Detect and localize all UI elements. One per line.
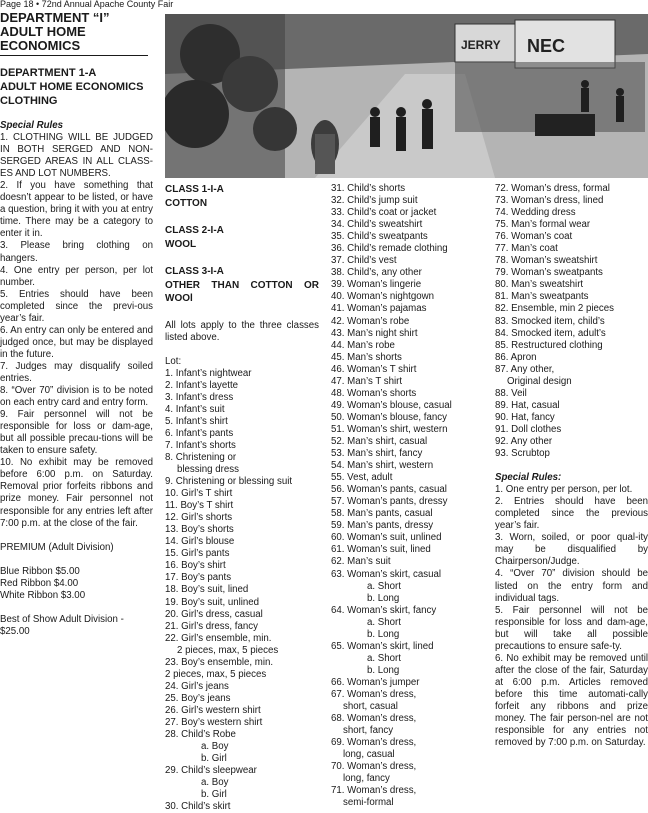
lot-item: 85. Restructured clothing (495, 339, 603, 351)
rule-item: 4. One entry per person, per lot number. (0, 264, 153, 288)
lot-item: 87. Any other, (495, 363, 555, 375)
lot-item: 19. Boy’s suit, unlined (165, 596, 260, 608)
lot-item: 16. Boy’s shirt (165, 560, 226, 572)
lot-item: 88. Veil (495, 387, 527, 399)
rule-item: 5. Fair personnel will not be responsible for loss and dam-age, but will take all possible precautions to ensure safe-ty. (495, 604, 648, 652)
lot-item: 60. Woman’s suit, unlined (331, 532, 442, 544)
special-rules-heading: Special Rules (0, 120, 63, 131)
premium-heading: PREMIUM (Adult Division) (0, 541, 114, 553)
lot-item: 91. Doll clothes (495, 423, 562, 435)
column-lots-31-71 (331, 183, 479, 809)
lot-item: 58. Man’s pants, casual (331, 508, 433, 520)
lot-label: Lot: (165, 355, 182, 367)
lot-item-cont: semi-formal (343, 797, 394, 809)
lot-item: 46. Woman’s T shirt (331, 363, 417, 375)
lot-item: 57. Woman’s pants, dressy (331, 496, 448, 508)
lot-item: 3. Infant’s dress (165, 391, 234, 403)
lot-item: 30. Child’s skirt (165, 801, 231, 813)
lot-subitem: b. Long (367, 664, 400, 676)
lot-subitem: a. Boy (201, 741, 229, 753)
lot-item: 1. Infant’s nightwear (165, 367, 252, 379)
lot-item: 67. Woman’s dress, (331, 688, 417, 700)
lot-item: 36. Child’s remade clothing (331, 243, 448, 255)
lot-item: 32. Child’s jump suit (331, 195, 418, 207)
lot-item: 61. Woman’s suit, lined (331, 544, 431, 556)
lot-item: 15. Girl’s pants (165, 548, 230, 560)
lot-item-cont: blessing dress (177, 464, 239, 476)
lot-item: 17. Boy’s pants (165, 572, 232, 584)
rule-item: 10. No exhibit may be removed before 6:00 p.m. on Saturday. Removal prior forfeits ribbons and prize money. Fair personnel not responsible for any entries left after 7:00 p.m. at the close of the fair. (0, 457, 153, 529)
lot-item: 63. Woman’s skirt, casual (331, 568, 442, 580)
lot-item: 2. Infant’s layette (165, 379, 239, 391)
lot-item: 81. Man’s sweatpants (495, 291, 589, 303)
lot-item: 82. Ensemble, min 2 pieces (495, 303, 615, 315)
ribbon-prize: White Ribbon $3.00 (0, 589, 86, 601)
lot-item: 84. Smocked item, adult’s (495, 327, 606, 339)
lot-item: 75. Man’s formal wear (495, 219, 591, 231)
department-title: DEPARTMENT “I” ADULT HOME ECONOMICS (0, 10, 110, 53)
lot-item: 78. Woman’s sweatshirt (495, 255, 598, 267)
lot-item: 7. Infant’s shorts (165, 439, 236, 451)
rule-item: 3. Please bring clothing on hangers. (0, 240, 153, 264)
lot-item: 55. Vest, adult (331, 472, 393, 484)
rule-item: 5. Entries should have been completed since the previ-ous year’s fair. (0, 288, 153, 324)
rule-item: 8. “Over 70” division is to be noted on each entry card and entry form. (0, 385, 153, 409)
lot-item: 31. Child’s shorts (331, 183, 406, 194)
lot-item: 35. Child’s sweatpants (331, 231, 428, 243)
lot-item: 83. Smocked item, child’s (495, 315, 605, 327)
lot-item: 45. Man’s shorts (331, 351, 402, 363)
rule-item: 3. Worn, soiled, or poor qual-ity may be disqualified by Chairperson/Judge. (495, 532, 648, 568)
lot-item: 33. Child’s coat or jacket (331, 207, 437, 219)
lot-item: 69. Woman’s dress, (331, 737, 417, 749)
sign-jerry: JERRY (461, 38, 501, 52)
lot-item: 40. Woman’s nightgown (331, 291, 435, 303)
lot-item: 49. Woman’s blouse, casual (331, 399, 452, 411)
rule-item: 2. Entries should have been completed since the previous year’s fair. (495, 496, 648, 532)
lot-item: 26. Girl’s western shirt (165, 704, 261, 716)
lot-item: 41. Woman’s pajamas (331, 303, 427, 315)
lot-item-cont: short, casual (343, 701, 398, 713)
lot-item: 62. Man’s suit (331, 556, 391, 568)
lot-item: 72. Woman’s dress, formal (495, 183, 610, 194)
lot-item: 21. Girl’s dress, fancy (165, 620, 258, 632)
column-classes (165, 183, 319, 813)
lot-item: 34. Child’s sweatshirt (331, 219, 423, 231)
lot-item: 9. Christening or blessing suit (165, 476, 293, 488)
lot-item: 23. Boy’s ensemble, min. (165, 656, 274, 668)
lot-item-cont: 2 pieces, max, 5 pieces (177, 644, 279, 656)
lot-item: 42. Woman’s robe (331, 315, 410, 327)
lot-item: 65. Woman’s skirt, lined (331, 640, 434, 652)
lot-item: 77. Man’s coat (495, 243, 558, 255)
lot-item: 24. Girl’s jeans (165, 680, 229, 692)
lot-item: 4. Infant’s suit (165, 403, 225, 415)
lot-item: 50. Woman’s blouse, fancy (331, 411, 447, 423)
rule-item: 2. If you have something that doesn’t appear to be listed, or have a question, bring it with you at entry time. There may be a category to enter it in. (0, 180, 153, 240)
lot-item: 90. Hat, fancy (495, 411, 555, 423)
class-heading: CLASS 2-I-A WOOL (165, 225, 224, 250)
page-header: Page 18 • 72nd Annual Apache County Fair (0, 0, 174, 9)
lot-item: 6. Infant’s pants (165, 427, 234, 439)
fair-photo (165, 14, 648, 178)
lot-item: 92. Any other (495, 435, 553, 447)
lot-item: 20. Girl’s dress, casual (165, 608, 263, 620)
column-lots-72-93 (495, 183, 648, 749)
lot-item: 28. Child’s Robe (165, 729, 236, 741)
best-of-show: Best of Show Adult Division - $25.00 (0, 613, 124, 637)
special-rules-heading: Special Rules: (495, 472, 562, 484)
lot-item: 54. Man’s shirt, western (331, 460, 434, 472)
lot-item: 80. Man’s sweatshirt (495, 279, 584, 291)
lot-item: 68. Woman’s dress, (331, 713, 417, 725)
lot-item: 52. Man’s shirt, casual (331, 435, 428, 447)
lot-item: 86. Apron (495, 351, 537, 363)
fair-hall-image (165, 14, 648, 178)
lot-item: 56. Woman’s pants, casual (331, 484, 447, 496)
lot-subitem: a. Boy (201, 777, 229, 789)
rule-item: 1. One entry per person, per lot. (495, 484, 633, 496)
apply-note: All lots apply to the three classes listed above. (165, 319, 319, 343)
lot-subitem: a. Short (367, 652, 401, 664)
rule-item: 9. Fair personnel will not be responsible for loss or dam-age, but all possible precau-tions will be taken to ensure safety. (0, 409, 153, 457)
lot-subitem: a. Short (367, 580, 401, 592)
lot-item: 38. Child’s, any other (331, 267, 422, 279)
lot-subitem: b. Long (367, 628, 400, 640)
lot-item: 47. Man’s T shirt (331, 375, 403, 387)
lot-item: 14. Girl’s blouse (165, 536, 235, 548)
section-title: DEPARTMENT 1-A ADULT HOME ECONOMICS CLOTHING (0, 67, 144, 107)
lot-subitem: b. Long (367, 592, 400, 604)
rule-item: 7. Judges may disqualify soiled entries. (0, 360, 153, 384)
lot-item: 79. Woman’s sweatpants (495, 267, 603, 279)
lot-item: 37. Child’s vest (331, 255, 397, 267)
lot-item: 29. Child’s sleepwear (165, 765, 257, 777)
lot-item: 22. Girl’s ensemble, min. (165, 632, 272, 644)
column-rules (0, 11, 153, 638)
rule-item: 6. An entry can only be entered and judged once, but may be displayed in the future. (0, 324, 153, 360)
lot-item: 13. Boy’s shorts (165, 524, 234, 536)
rule-item: 1. CLOTHING WILL BE JUDGED IN BOTH SERGED AND NON-SERGED AREAS IN ALL CLASS-ES AND LOT NUMBERS. (0, 132, 153, 180)
sign-nec: NEC (527, 36, 566, 56)
lot-item-cont: short, fancy (343, 725, 394, 737)
lot-item: 10. Girl’s T shirt (165, 488, 233, 500)
lot-item: 70. Woman’s dress, (331, 761, 417, 773)
lot-item-cont: long, fancy (343, 773, 390, 785)
lot-item: 89. Hat, casual (495, 399, 560, 411)
rule-item: 6. No exhibit may be removed until after the close of the fair, Saturday at 6:00 p.m. Articles removed before this time automati-cally forfeit any ribbons and prize money. The fair person-nel are not responsible for any entries not removed by 7:00 p.m. on Saturday. (495, 652, 648, 749)
lot-item: 48. Woman’s shorts (331, 387, 417, 399)
ribbon-prize: Red Ribbon $4.00 (0, 577, 79, 589)
lot-item: 64. Woman’s skirt, fancy (331, 604, 437, 616)
lot-item: 93. Scrubtop (495, 448, 550, 460)
lot-item: 51. Woman’s shirt, western (331, 423, 448, 435)
lot-item: 73. Woman’s dress, lined (495, 195, 604, 207)
class-heading: CLASS 1-I-A COTTON (165, 184, 224, 209)
lot-item: 12. Girl’s shorts (165, 512, 233, 524)
lot-item: 71. Woman’s dress, (331, 785, 417, 797)
lot-item: 11. Boy’s T shirt (165, 500, 234, 512)
class-heading: CLASS 3-I-A OTHER THAN COTTON OR WOOl (165, 266, 319, 304)
lot-subitem: b. Girl (201, 789, 227, 801)
lot-item: 59. Man’s pants, dressy (331, 520, 434, 532)
lot-item: 18. Boy’s suit, lined (165, 584, 249, 596)
lot-item-cont: long, casual (343, 749, 395, 761)
lot-item: 76. Woman’s coat (495, 231, 573, 243)
rule-item: 4. “Over 70” division should be listed on the entry form and individual tags. (495, 568, 648, 604)
lot-item: 39. Woman’s lingerie (331, 279, 422, 291)
divider (0, 55, 148, 56)
ribbon-prize: Blue Ribbon $5.00 (0, 565, 80, 577)
lot-subitem: b. Girl (201, 753, 227, 765)
lot-subitem: a. Short (367, 616, 401, 628)
lot-item: 25. Boy’s jeans (165, 692, 231, 704)
lot-item: 5. Infant’s shirt (165, 415, 228, 427)
lot-item: 74. Wedding dress (495, 207, 576, 219)
lot-item-cont: 2 pieces, max, 5 pieces (165, 668, 267, 680)
lot-item-cont: Original design (507, 375, 572, 387)
lot-item: 8. Christening or (165, 451, 237, 463)
lot-item: 66. Woman’s jumper (331, 676, 420, 688)
lot-item: 43. Man’s night shirt (331, 327, 418, 339)
lot-item: 27. Boy’s western shirt (165, 717, 263, 728)
lot-item: 44. Man’s robe (331, 339, 395, 351)
lot-item: 53. Man’s shirt, fancy (331, 448, 423, 460)
